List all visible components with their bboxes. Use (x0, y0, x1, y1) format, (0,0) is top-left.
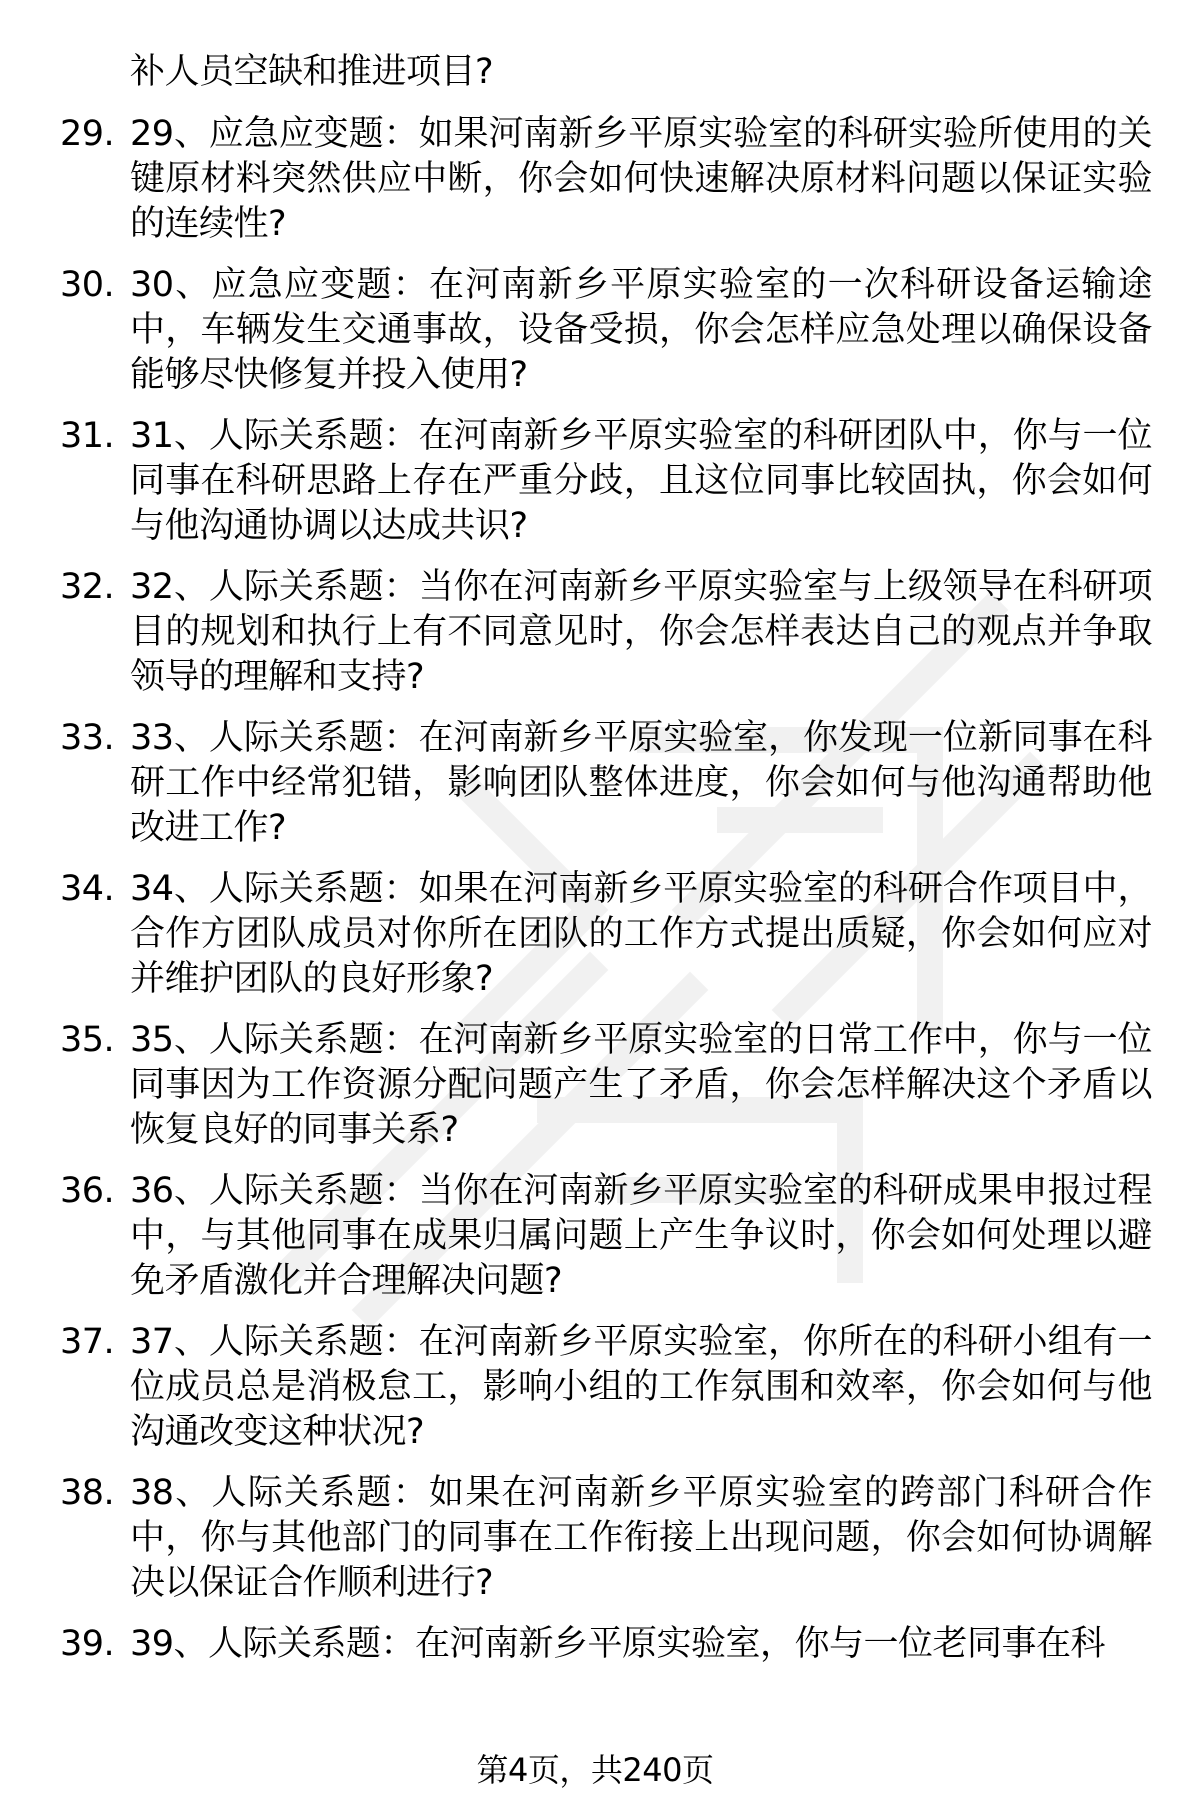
question-item (60, 716, 1152, 851)
question-text: 34、人际关系题：如果在河南新乡平原实验室的科研合作项目中，合作方团队成员对你所在团队的工作方式提出质疑，你会如何应对并维护团队的良好形象? (130, 869, 1152, 999)
question-item (60, 1320, 1152, 1455)
question-item (60, 1471, 1152, 1606)
question-text: 30、应急应变题：在河南新乡平原实验室的一次科研设备运输途中，车辆发生交通事故，设备受损，你会怎样应急处理以确保设备能够尽快修复并投入使用? (130, 265, 1152, 395)
question-item (60, 1169, 1152, 1304)
question-list (60, 112, 1152, 1667)
question-item (60, 112, 1152, 247)
question-text: 38、人际关系题：如果在河南新乡平原实验室的跨部门科研合作中，你与其他部门的同事在工作衔接上出现问题，你会如何协调解决以保证合作顺利进行? (130, 1473, 1152, 1603)
question-item (60, 1622, 1152, 1667)
question-text: 31、人际关系题：在河南新乡平原实验室的科研团队中，你与一位同事在科研思路上存在严重分歧，且这位同事比较固执，你会如何与他沟通协调以达成共识? (130, 416, 1152, 546)
question-number: 33. (60, 718, 115, 758)
question-text: 37、人际关系题：在河南新乡平原实验室，你所在的科研小组有一位成员总是消极怠工，影响小组的工作氛围和效率，你会如何与他沟通改变这种状况? (130, 1322, 1152, 1452)
page-footer: 第4页，共240页 (476, 1751, 714, 1789)
question-item (60, 263, 1152, 398)
question-item (60, 565, 1152, 700)
question-number: 37. (60, 1322, 115, 1362)
question-text: 36、人际关系题：当你在河南新乡平原实验室的科研成果申报过程中，与其他同事在成果归属问题上产生争议时，你会如何处理以避免矛盾激化并合理解决问题? (130, 1171, 1152, 1301)
question-number: 29. (60, 114, 115, 154)
question-text: 39、人际关系题：在河南新乡平原实验室，你与一位老同事在科 (130, 1624, 1106, 1664)
question-text: 29、应急应变题：如果河南新乡平原实验室的科研实验所使用的关键原材料突然供应中断，你会如何快速解决原材料问题以保证实验的连续性? (130, 114, 1152, 244)
question-item (60, 867, 1152, 1002)
question-text: 35、人际关系题：在河南新乡平原实验室的日常工作中，你与一位同事因为工作资源分配问题产生了矛盾，你会怎样解决这个矛盾以恢复良好的同事关系? (130, 1020, 1152, 1150)
question-text: 32、人际关系题：当你在河南新乡平原实验室与上级领导在科研项目的规划和执行上有不同意见时，你会怎样表达自己的观点并争取领导的理解和支持? (130, 567, 1152, 697)
question-item (60, 414, 1152, 549)
question-number: 36. (60, 1171, 115, 1211)
continuation-line: 补人员空缺和推进项目? (130, 52, 494, 92)
question-text: 33、人际关系题：在河南新乡平原实验室，你发现一位新同事在科研工作中经常犯错，影响团队整体进度，你会如何与他沟通帮助他改进工作? (130, 718, 1152, 848)
question-number: 30. (60, 265, 115, 305)
question-item (60, 1018, 1152, 1153)
question-number: 32. (60, 567, 115, 607)
question-number: 31. (60, 416, 115, 456)
question-number: 38. (60, 1473, 115, 1513)
question-number: 39. (60, 1624, 115, 1664)
document-body (0, 50, 1190, 1667)
question-number: 35. (60, 1020, 115, 1060)
question-number: 34. (60, 869, 115, 909)
